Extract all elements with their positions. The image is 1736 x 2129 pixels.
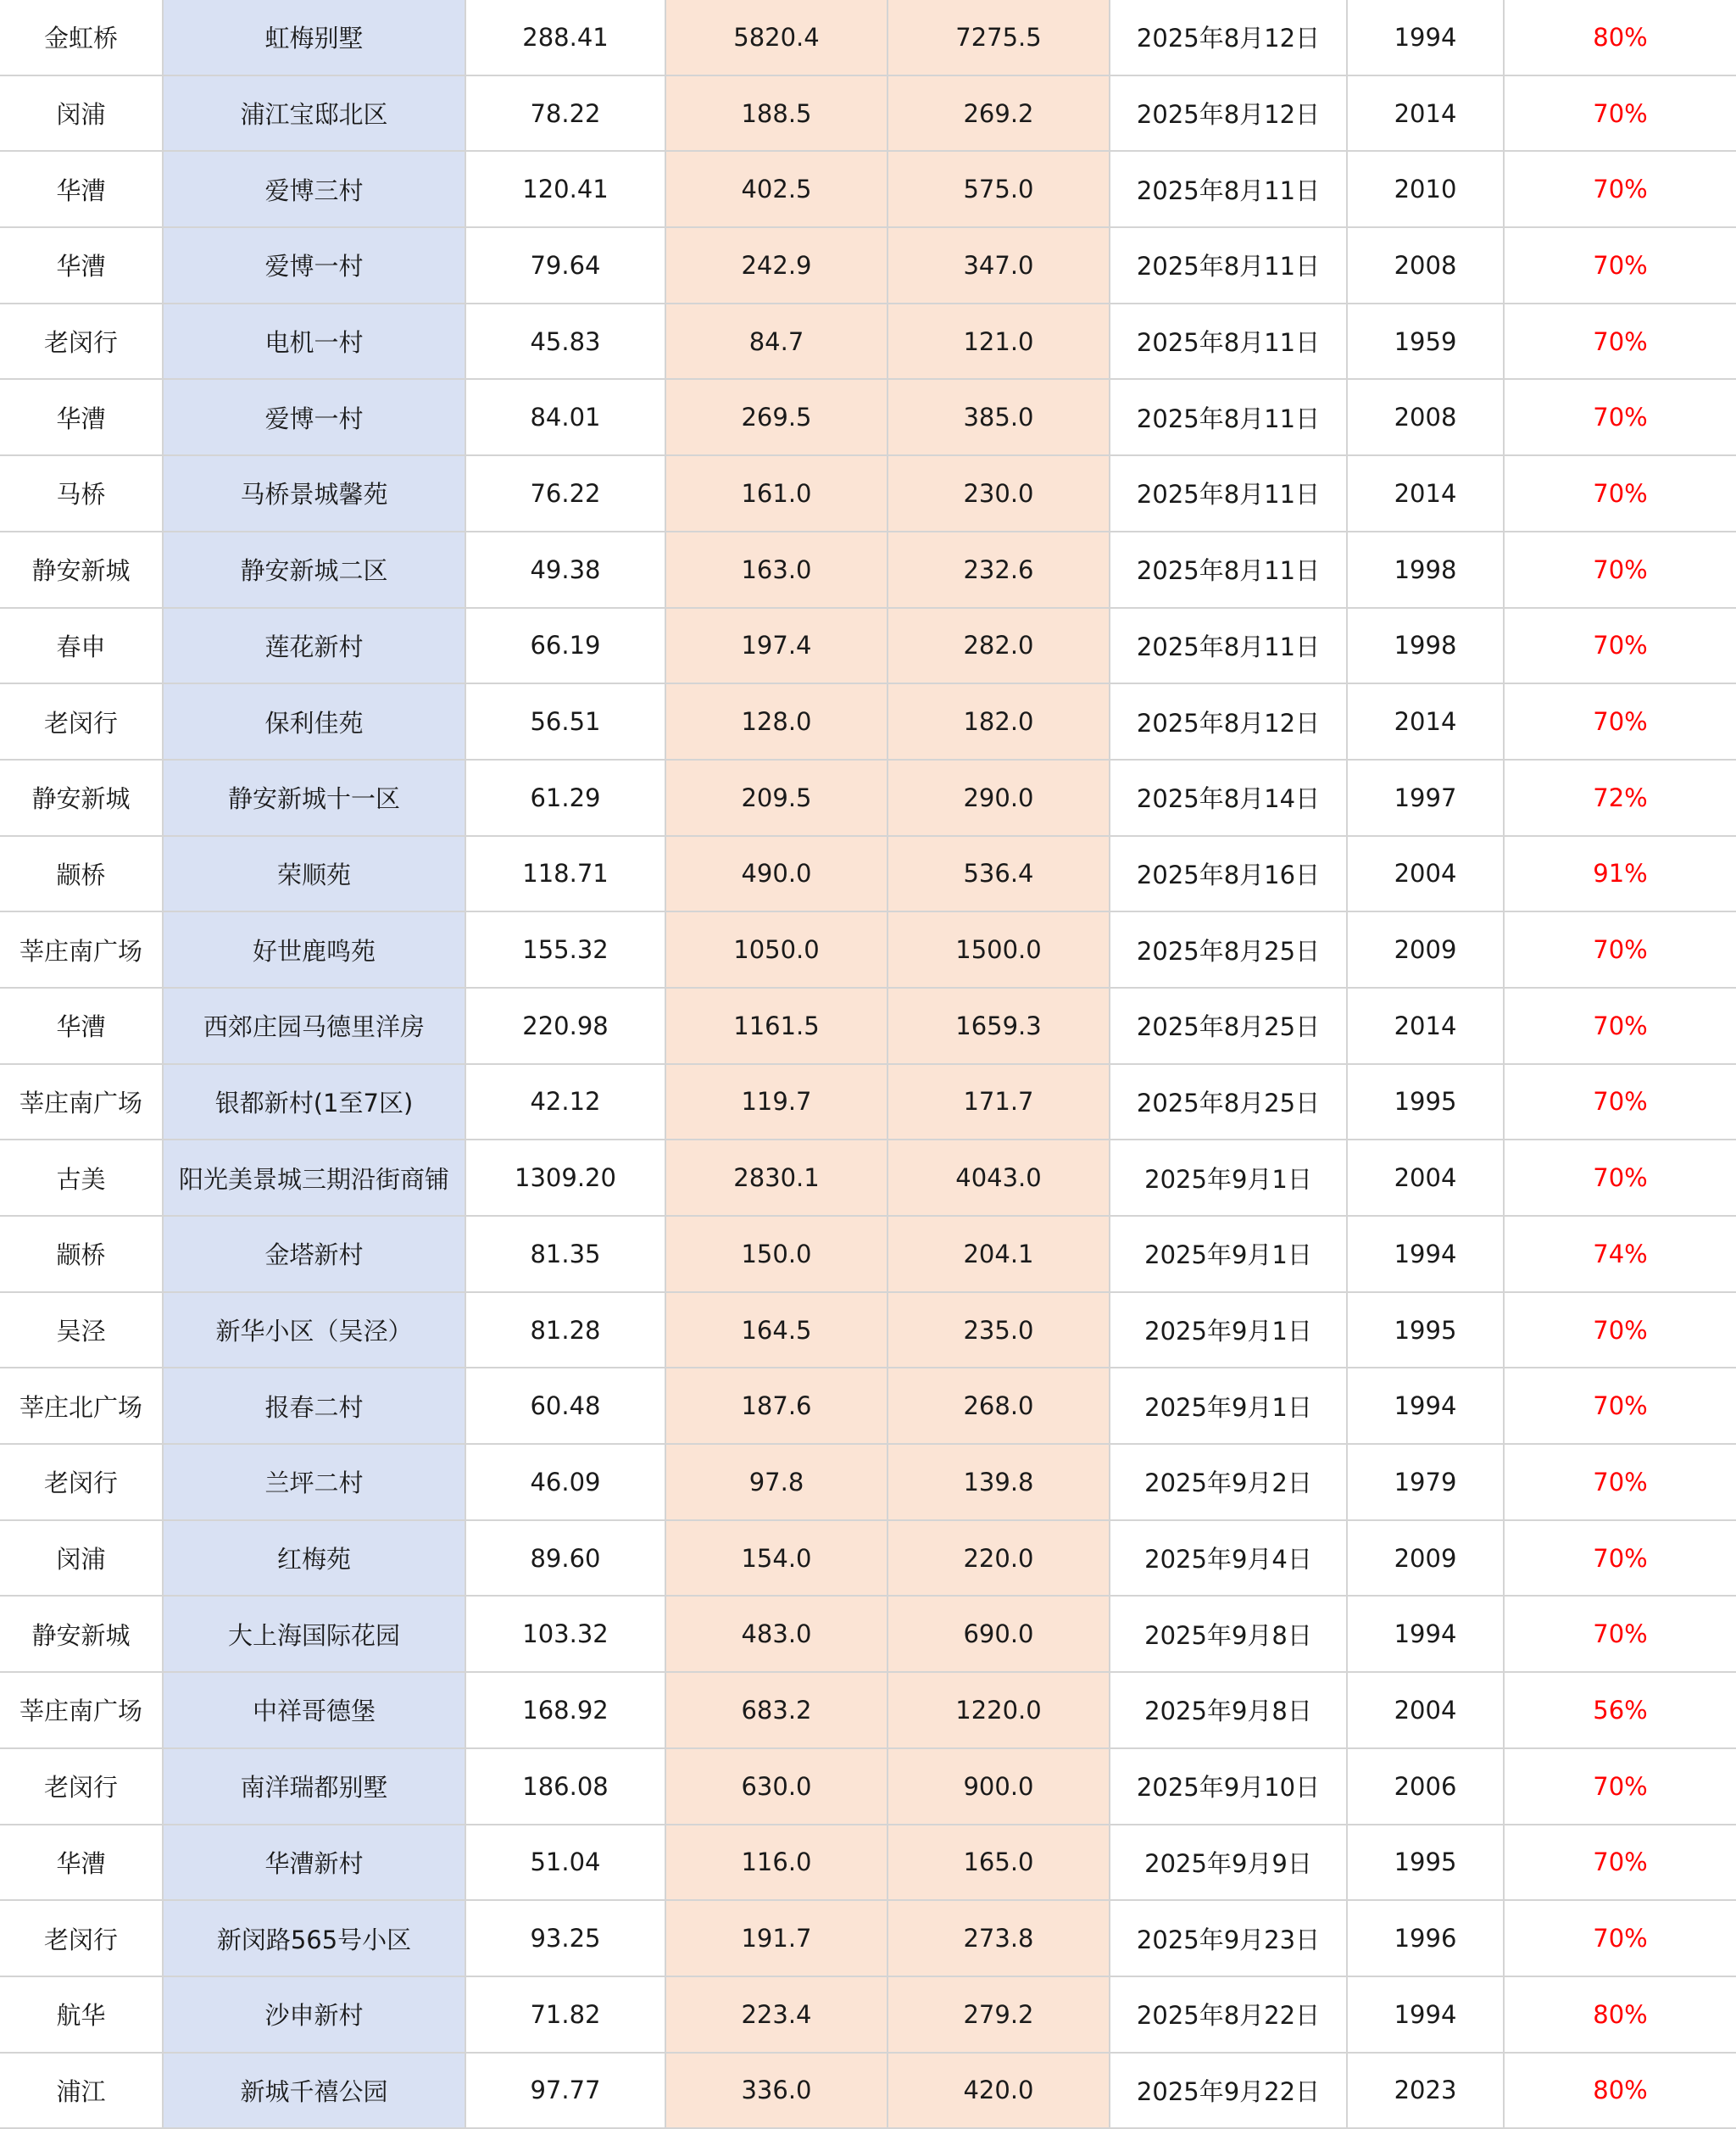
build-year-cell: 1998 [1347, 608, 1504, 684]
table-row [0, 1064, 1736, 1140]
build-year-cell: 1995 [1347, 1825, 1504, 1901]
area-cell: 42.12 [465, 1064, 665, 1140]
area-cell: 56.51 [465, 683, 665, 760]
area-cell: 76.22 [465, 455, 665, 532]
discount-cell: 70% [1504, 227, 1736, 304]
table-row [0, 1748, 1736, 1825]
auction-date-cell: 2025年8月12日 [1110, 75, 1347, 152]
table-row [0, 0, 1736, 75]
auction-date-cell: 2025年8月11日 [1110, 151, 1347, 227]
table-row [0, 75, 1736, 152]
area-cell: 49.38 [465, 532, 665, 608]
district-cell: 老闵行 [0, 1748, 163, 1825]
build-year-cell: 1994 [1347, 1368, 1504, 1444]
district-cell: 华漕 [0, 1825, 163, 1901]
table-row [0, 760, 1736, 836]
table-row [0, 1292, 1736, 1368]
appraisal-price-cell: 232.6 [887, 532, 1110, 608]
appraisal-price-cell: 536.4 [887, 836, 1110, 912]
area-cell: 45.83 [465, 304, 665, 380]
start-price-cell: 209.5 [665, 760, 887, 836]
discount-cell: 70% [1504, 379, 1736, 455]
auction-date-cell: 2025年8月12日 [1110, 0, 1347, 75]
discount-cell: 56% [1504, 1672, 1736, 1748]
district-cell: 华漕 [0, 379, 163, 455]
auction-date-cell: 2025年8月11日 [1110, 455, 1347, 532]
community-cell: 中祥哥德堡 [163, 1672, 465, 1748]
start-price-cell: 119.7 [665, 1064, 887, 1140]
appraisal-price-cell: 900.0 [887, 1748, 1110, 1825]
table-row [0, 1825, 1736, 1901]
table-row [0, 379, 1736, 455]
appraisal-price-cell: 1220.0 [887, 1672, 1110, 1748]
build-year-cell: 1996 [1347, 1900, 1504, 1976]
appraisal-price-cell: 575.0 [887, 151, 1110, 227]
district-cell: 华漕 [0, 988, 163, 1064]
table-row [0, 532, 1736, 608]
discount-cell: 70% [1504, 1596, 1736, 1672]
table-row [0, 836, 1736, 912]
auction-date-cell: 2025年8月22日 [1110, 1976, 1347, 2053]
appraisal-price-cell: 7275.5 [887, 0, 1110, 75]
build-year-cell: 1998 [1347, 532, 1504, 608]
community-cell: 荣顺苑 [163, 836, 465, 912]
build-year-cell: 2008 [1347, 227, 1504, 304]
district-cell: 春申 [0, 608, 163, 684]
discount-cell: 70% [1504, 988, 1736, 1064]
community-cell: 静安新城二区 [163, 532, 465, 608]
appraisal-price-cell: 1659.3 [887, 988, 1110, 1064]
community-cell: 浦江宝邸北区 [163, 75, 465, 152]
appraisal-price-cell: 347.0 [887, 227, 1110, 304]
appraisal-price-cell: 1500.0 [887, 911, 1110, 988]
area-cell: 155.32 [465, 911, 665, 988]
community-cell: 金塔新村 [163, 1216, 465, 1292]
auction-date-cell: 2025年9月10日 [1110, 1748, 1347, 1825]
table-row [0, 1216, 1736, 1292]
appraisal-price-cell: 121.0 [887, 304, 1110, 380]
district-cell: 老闵行 [0, 304, 163, 380]
auction-date-cell: 2025年9月1日 [1110, 1368, 1347, 1444]
community-cell: 南洋瑞都别墅 [163, 1748, 465, 1825]
district-cell: 老闵行 [0, 1444, 163, 1520]
community-cell: 阳光美景城三期沿街商铺 [163, 1140, 465, 1216]
area-cell: 51.04 [465, 1825, 665, 1901]
district-cell: 航华 [0, 1976, 163, 2053]
start-price-cell: 269.5 [665, 379, 887, 455]
table-row [0, 988, 1736, 1064]
auction-date-cell: 2025年9月2日 [1110, 1444, 1347, 1520]
community-cell: 新闵路565号小区 [163, 1900, 465, 1976]
build-year-cell: 1997 [1347, 760, 1504, 836]
start-price-cell: 197.4 [665, 608, 887, 684]
appraisal-price-cell: 182.0 [887, 683, 1110, 760]
area-cell: 46.09 [465, 1444, 665, 1520]
area-cell: 78.22 [465, 75, 665, 152]
appraisal-price-cell: 230.0 [887, 455, 1110, 532]
build-year-cell: 2014 [1347, 988, 1504, 1064]
district-cell: 莘庄南广场 [0, 1672, 163, 1748]
discount-cell: 80% [1504, 1976, 1736, 2053]
district-cell: 金虹桥 [0, 0, 163, 75]
build-year-cell: 2008 [1347, 379, 1504, 455]
area-cell: 220.98 [465, 988, 665, 1064]
discount-cell: 74% [1504, 1216, 1736, 1292]
appraisal-price-cell: 268.0 [887, 1368, 1110, 1444]
discount-cell: 70% [1504, 683, 1736, 760]
start-price-cell: 154.0 [665, 1520, 887, 1597]
table-row [0, 1900, 1736, 1976]
area-cell: 84.01 [465, 379, 665, 455]
table-row [0, 1140, 1736, 1216]
district-cell: 古美 [0, 1140, 163, 1216]
area-cell: 97.77 [465, 2053, 665, 2129]
community-cell: 沙申新村 [163, 1976, 465, 2053]
auction-date-cell: 2025年8月25日 [1110, 911, 1347, 988]
area-cell: 288.41 [465, 0, 665, 75]
district-cell: 颛桥 [0, 1216, 163, 1292]
community-cell: 好世鹿鸣苑 [163, 911, 465, 988]
community-cell: 银都新村(1至7区) [163, 1064, 465, 1140]
community-cell: 莲花新村 [163, 608, 465, 684]
build-year-cell: 2010 [1347, 151, 1504, 227]
district-cell: 颛桥 [0, 836, 163, 912]
district-cell: 莘庄南广场 [0, 1064, 163, 1140]
appraisal-price-cell: 282.0 [887, 608, 1110, 684]
discount-cell: 80% [1504, 0, 1736, 75]
community-cell: 马桥景城馨苑 [163, 455, 465, 532]
auction-date-cell: 2025年9月8日 [1110, 1672, 1347, 1748]
district-cell: 老闵行 [0, 1900, 163, 1976]
table-row [0, 608, 1736, 684]
area-cell: 81.28 [465, 1292, 665, 1368]
table-row [0, 1596, 1736, 1672]
community-cell: 新华小区（吴泾） [163, 1292, 465, 1368]
discount-cell: 70% [1504, 608, 1736, 684]
table-row [0, 227, 1736, 304]
auction-date-cell: 2025年9月1日 [1110, 1292, 1347, 1368]
community-cell: 兰坪二村 [163, 1444, 465, 1520]
discount-cell: 70% [1504, 1292, 1736, 1368]
auction-date-cell: 2025年9月8日 [1110, 1596, 1347, 1672]
auction-date-cell: 2025年8月12日 [1110, 683, 1347, 760]
table-row [0, 1672, 1736, 1748]
table-row [0, 151, 1736, 227]
discount-cell: 70% [1504, 1520, 1736, 1597]
discount-cell: 72% [1504, 760, 1736, 836]
area-cell: 103.32 [465, 1596, 665, 1672]
appraisal-price-cell: 420.0 [887, 2053, 1110, 2129]
table-row [0, 911, 1736, 988]
build-year-cell: 1994 [1347, 1976, 1504, 2053]
district-cell: 莘庄南广场 [0, 911, 163, 988]
community-cell: 西郊庄园马德里洋房 [163, 988, 465, 1064]
community-cell: 红梅苑 [163, 1520, 465, 1597]
discount-cell: 70% [1504, 1748, 1736, 1825]
discount-cell: 70% [1504, 304, 1736, 380]
district-cell: 闵浦 [0, 1520, 163, 1597]
district-cell: 华漕 [0, 227, 163, 304]
start-price-cell: 242.9 [665, 227, 887, 304]
appraisal-price-cell: 290.0 [887, 760, 1110, 836]
discount-cell: 70% [1504, 1444, 1736, 1520]
appraisal-price-cell: 385.0 [887, 379, 1110, 455]
auction-date-cell: 2025年8月14日 [1110, 760, 1347, 836]
build-year-cell: 2004 [1347, 836, 1504, 912]
area-cell: 93.25 [465, 1900, 665, 1976]
discount-cell: 70% [1504, 1064, 1736, 1140]
area-cell: 61.29 [465, 760, 665, 836]
district-cell: 静安新城 [0, 1596, 163, 1672]
auction-date-cell: 2025年8月25日 [1110, 988, 1347, 1064]
auction-date-cell: 2025年9月4日 [1110, 1520, 1347, 1597]
build-year-cell: 1995 [1347, 1064, 1504, 1140]
district-cell: 静安新城 [0, 760, 163, 836]
build-year-cell: 1979 [1347, 1444, 1504, 1520]
build-year-cell: 1995 [1347, 1292, 1504, 1368]
appraisal-price-cell: 690.0 [887, 1596, 1110, 1672]
district-cell: 闵浦 [0, 75, 163, 152]
appraisal-price-cell: 273.8 [887, 1900, 1110, 1976]
community-cell: 新城千禧公园 [163, 2053, 465, 2129]
discount-cell: 70% [1504, 911, 1736, 988]
discount-cell: 80% [1504, 2053, 1736, 2129]
build-year-cell: 2014 [1347, 683, 1504, 760]
table-row [0, 1976, 1736, 2053]
area-cell: 118.71 [465, 836, 665, 912]
table-row [0, 1520, 1736, 1597]
appraisal-price-cell: 279.2 [887, 1976, 1110, 2053]
community-cell: 保利佳苑 [163, 683, 465, 760]
community-cell: 爱博一村 [163, 227, 465, 304]
build-year-cell: 2004 [1347, 1672, 1504, 1748]
discount-cell: 70% [1504, 1825, 1736, 1901]
build-year-cell: 1994 [1347, 1596, 1504, 1672]
community-cell: 报春二村 [163, 1368, 465, 1444]
auction-date-cell: 2025年9月22日 [1110, 2053, 1347, 2129]
community-cell: 爱博一村 [163, 379, 465, 455]
auction-date-cell: 2025年8月11日 [1110, 304, 1347, 380]
district-cell: 莘庄北广场 [0, 1368, 163, 1444]
start-price-cell: 164.5 [665, 1292, 887, 1368]
area-cell: 1309.20 [465, 1140, 665, 1216]
auction-date-cell: 2025年8月11日 [1110, 608, 1347, 684]
area-cell: 89.60 [465, 1520, 665, 1597]
appraisal-price-cell: 220.0 [887, 1520, 1110, 1597]
community-cell: 电机一村 [163, 304, 465, 380]
community-cell: 静安新城十一区 [163, 760, 465, 836]
district-cell: 静安新城 [0, 532, 163, 608]
area-cell: 186.08 [465, 1748, 665, 1825]
start-price-cell: 5820.4 [665, 0, 887, 75]
table-row [0, 455, 1736, 532]
table-row [0, 1368, 1736, 1444]
auction-date-cell: 2025年9月9日 [1110, 1825, 1347, 1901]
area-cell: 120.41 [465, 151, 665, 227]
appraisal-price-cell: 171.7 [887, 1064, 1110, 1140]
auction-date-cell: 2025年8月11日 [1110, 379, 1347, 455]
build-year-cell: 1994 [1347, 0, 1504, 75]
district-cell: 华漕 [0, 151, 163, 227]
start-price-cell: 402.5 [665, 151, 887, 227]
auction-date-cell: 2025年9月23日 [1110, 1900, 1347, 1976]
discount-cell: 70% [1504, 1140, 1736, 1216]
table-row [0, 1444, 1736, 1520]
build-year-cell: 2006 [1347, 1748, 1504, 1825]
area-cell: 66.19 [465, 608, 665, 684]
area-cell: 168.92 [465, 1672, 665, 1748]
district-cell: 吴泾 [0, 1292, 163, 1368]
start-price-cell: 2830.1 [665, 1140, 887, 1216]
auction-date-cell: 2025年9月1日 [1110, 1216, 1347, 1292]
discount-cell: 70% [1504, 1368, 1736, 1444]
appraisal-price-cell: 139.8 [887, 1444, 1110, 1520]
build-year-cell: 2014 [1347, 75, 1504, 152]
discount-cell: 91% [1504, 836, 1736, 912]
area-cell: 71.82 [465, 1976, 665, 2053]
auction-date-cell: 2025年8月11日 [1110, 532, 1347, 608]
start-price-cell: 1161.5 [665, 988, 887, 1064]
start-price-cell: 683.2 [665, 1672, 887, 1748]
build-year-cell: 2004 [1347, 1140, 1504, 1216]
start-price-cell: 336.0 [665, 2053, 887, 2129]
auction-date-cell: 2025年8月25日 [1110, 1064, 1347, 1140]
build-year-cell: 2014 [1347, 455, 1504, 532]
auction-date-cell: 2025年8月16日 [1110, 836, 1347, 912]
discount-cell: 70% [1504, 532, 1736, 608]
appraisal-price-cell: 235.0 [887, 1292, 1110, 1368]
start-price-cell: 163.0 [665, 532, 887, 608]
community-cell: 大上海国际花园 [163, 1596, 465, 1672]
community-cell: 虹梅别墅 [163, 0, 465, 75]
area-cell: 81.35 [465, 1216, 665, 1292]
start-price-cell: 191.7 [665, 1900, 887, 1976]
build-year-cell: 2009 [1347, 911, 1504, 988]
appraisal-price-cell: 4043.0 [887, 1140, 1110, 1216]
start-price-cell: 187.6 [665, 1368, 887, 1444]
appraisal-price-cell: 165.0 [887, 1825, 1110, 1901]
build-year-cell: 1994 [1347, 1216, 1504, 1292]
area-cell: 60.48 [465, 1368, 665, 1444]
build-year-cell: 2023 [1347, 2053, 1504, 2129]
table-row [0, 2053, 1736, 2129]
district-cell: 老闵行 [0, 683, 163, 760]
start-price-cell: 490.0 [665, 836, 887, 912]
start-price-cell: 116.0 [665, 1825, 887, 1901]
start-price-cell: 223.4 [665, 1976, 887, 2053]
auction-date-cell: 2025年9月1日 [1110, 1140, 1347, 1216]
start-price-cell: 630.0 [665, 1748, 887, 1825]
table-row [0, 683, 1736, 760]
district-cell: 浦江 [0, 2053, 163, 2129]
appraisal-price-cell: 269.2 [887, 75, 1110, 152]
start-price-cell: 97.8 [665, 1444, 887, 1520]
start-price-cell: 188.5 [665, 75, 887, 152]
start-price-cell: 1050.0 [665, 911, 887, 988]
district-cell: 马桥 [0, 455, 163, 532]
discount-cell: 70% [1504, 1900, 1736, 1976]
start-price-cell: 161.0 [665, 455, 887, 532]
community-cell: 华漕新村 [163, 1825, 465, 1901]
discount-cell: 70% [1504, 75, 1736, 152]
discount-cell: 70% [1504, 455, 1736, 532]
appraisal-price-cell: 204.1 [887, 1216, 1110, 1292]
start-price-cell: 84.7 [665, 304, 887, 380]
build-year-cell: 2009 [1347, 1520, 1504, 1597]
start-price-cell: 150.0 [665, 1216, 887, 1292]
start-price-cell: 128.0 [665, 683, 887, 760]
build-year-cell: 1959 [1347, 304, 1504, 380]
table-row [0, 304, 1736, 380]
discount-cell: 70% [1504, 151, 1736, 227]
start-price-cell: 483.0 [665, 1596, 887, 1672]
area-cell: 79.64 [465, 227, 665, 304]
community-cell: 爱博三村 [163, 151, 465, 227]
auction-date-cell: 2025年8月11日 [1110, 227, 1347, 304]
